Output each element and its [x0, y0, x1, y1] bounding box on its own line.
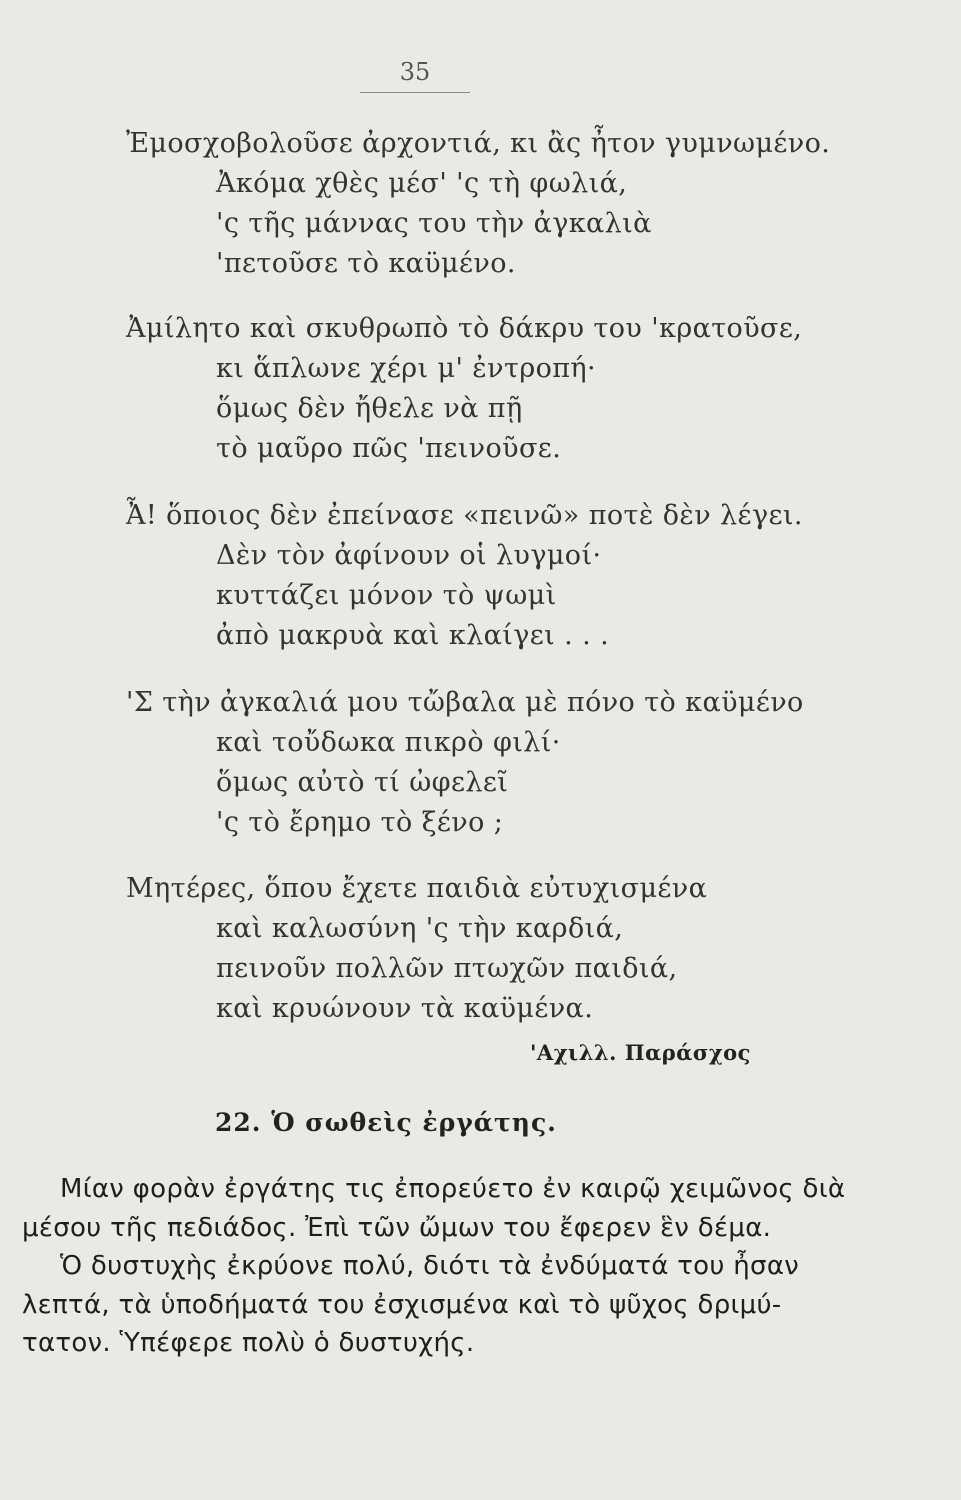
- section-heading: 22. Ὁ σωθεὶς ἐργάτης.: [215, 1108, 557, 1137]
- prose-line: τατον. Ὑπέφερε πολὺ ὁ δυστυχής.: [22, 1328, 475, 1358]
- poem-line: Ἀμίλητο καὶ σκυθρωπὸ τὸ δάκρυ του 'κρατοῦσε,: [126, 313, 803, 344]
- poem-line: καὶ κρυώνουν τὰ καϋμένα.: [216, 993, 594, 1024]
- poem-line: 'ς τὸ ἔρημο τὸ ξένο ;: [216, 807, 504, 838]
- page-number: 35: [399, 58, 431, 86]
- poem-line: ὅμως δὲν ἤθελε νὰ πῇ: [216, 393, 523, 424]
- poem-line: 'ς τῆς μάννας του τὴν ἀγκαλιὰ: [216, 208, 652, 239]
- prose-line: λεπτά, τὰ ὑποδήματά του ἐσχισμένα καὶ τὸ ψῦχος δριμύ-: [22, 1289, 782, 1320]
- poem-line: Ἐμοσχοβολοῦσε ἀρχοντιά, κι ἂς ἦτον γυμνωμένο.: [126, 128, 831, 159]
- poem-author-signature: 'Αχιλλ. Παράσχος: [530, 1040, 751, 1065]
- prose-line: Ὁ δυστυχὴς ἐκρύονε πολύ, διότι τὰ ἐνδύματά του ἦσαν: [60, 1251, 800, 1281]
- poem-line: Μητέρες, ὅπου ἔχετε παιδιὰ εὐτυχισμένα: [126, 873, 708, 904]
- poem-line: καὶ καλωσύνη 'ς τὴν καρδιά,: [216, 913, 624, 944]
- poem-line: Ἆ! ὅποιος δὲν ἐπείνασε «πεινῶ» ποτὲ δὲν λέγει.: [126, 500, 803, 531]
- poem-line: τὸ μαῦρο πῶς 'πεινοῦσε.: [216, 433, 562, 464]
- poem-line: Δὲν τὸν ἀφίνουν οἱ λυγμοί·: [216, 540, 602, 571]
- poem-line: 'Σ τὴν ἀγκαλιά μου τὤβαλα μὲ πόνο τὸ καϋμένο: [126, 687, 804, 718]
- prose-line: Μίαν φορὰν ἐργάτης τις ἐπορεύετο ἐν καιρῷ χειμῶνος διὰ: [60, 1174, 846, 1204]
- prose-paragraph: [22, 1170, 846, 1363]
- poem-line: κι ἅπλωνε χέρι μ' ἐντροπή·: [216, 353, 596, 384]
- poem-line: καὶ τοὔδωκα πικρὸ φιλί·: [216, 727, 561, 758]
- poem-line: Ἀκόμα χθὲς μέσ' 'ς τὴ φωλιά,: [216, 168, 628, 199]
- poem-line: ἀπὸ μακρυὰ καὶ κλαίγει . . .: [216, 620, 610, 651]
- poem-line: πεινοῦν πολλῶν πτωχῶν παιδιά,: [216, 953, 678, 984]
- poem-line: 'πετοῦσε τὸ καϋμένο.: [216, 248, 516, 279]
- poem-line: κυττάζει μόνον τὸ ψωμὶ: [216, 580, 557, 611]
- poem-line: ὅμως αὐτὸ τί ὠφελεῖ: [216, 767, 509, 798]
- prose-line: μέσου τῆς πεδιάδος. Ἐπὶ τῶν ὤμων του ἔφερεν ἓν δέμα.: [22, 1212, 772, 1243]
- header-rule: [360, 92, 470, 93]
